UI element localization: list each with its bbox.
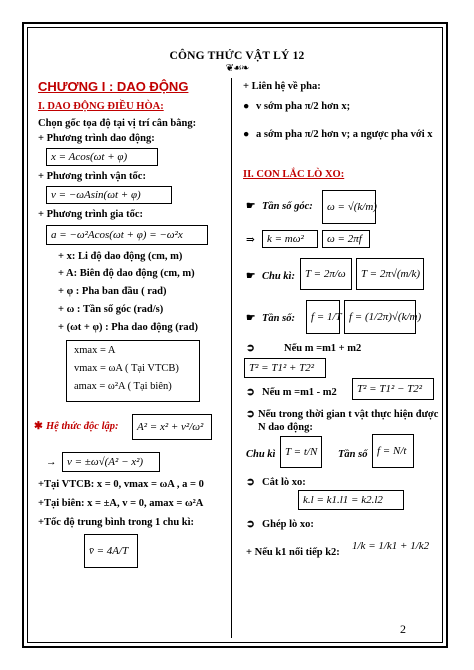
cut-spring-equation: k.l = k1.l1 = k2.l2 <box>298 490 404 510</box>
arrow-icon: → <box>46 457 57 468</box>
pointer-icon: ☛ <box>246 201 256 212</box>
page-title: CÔNG THỨC VẬT LÝ 12 <box>169 50 305 62</box>
def-phi: + φ : Pha ban đầu ( rad) <box>58 286 167 297</box>
omega-f-relation: ω = 2πf <box>322 230 370 248</box>
mass-diff-equation: T² = T1² − T2² <box>352 378 434 400</box>
avg-speed-equation: v̄ = 4A/T <box>84 534 138 568</box>
period-eq-1: T = 2π/ω <box>300 258 352 290</box>
mass-sum-equation: T² = T1² + T2² <box>244 358 326 378</box>
series-label: + Nếu k1 nối tiếp k2: <box>246 547 340 558</box>
period-t-equation: T = t/N <box>280 436 322 468</box>
accel-equation: a = −ω²Acos(ωt + φ) = −ω²x <box>46 225 208 245</box>
velocity-eq-label: + Phương trình vận tốc: <box>38 171 146 182</box>
chapter-heading: CHƯƠNG I : DAO ĐỘNG <box>38 79 189 94</box>
period-label: Chu kì: <box>262 271 295 282</box>
bullet-icon: ● <box>243 129 250 140</box>
xmax-text: xmax = A <box>74 345 116 356</box>
accel-eq-label: + Phương trình gia tốc: <box>38 209 144 220</box>
position-equation: x = Acos(ωt + φ) <box>46 148 158 166</box>
avg-speed-label: +Tốc độ trung bình trong 1 chu kì: <box>38 517 195 528</box>
join-spring-label: Ghép lò xo: <box>262 519 314 530</box>
vtcb-text: +Tại VTCB: x = 0, vmax = ωA , a = 0 <box>38 479 204 490</box>
amax-text: amax = ω²A ( Tại biên) <box>74 381 172 392</box>
period-t-label: Chu kì <box>246 449 276 460</box>
pointer-icon: ☛ <box>246 313 256 324</box>
freq-eq-1: f = 1/T <box>306 300 340 334</box>
def-phase: + (ωt + φ) : Pha dao động (rad) <box>58 322 198 333</box>
def-A: + A: Biên độ dao động (cm, m) <box>58 268 195 279</box>
indep-equation: A² = x² + v²/ω² <box>132 414 212 440</box>
n-oscillations-text: Nếu trong thời gian t vật thực hiện được N dao động: <box>258 409 439 433</box>
section-heading-2: II. CON LẮC LÒ XO: <box>243 169 345 180</box>
series-equation: 1/k = 1/k1 + 1/k2 <box>352 540 430 552</box>
def-x: + x: Li độ dao động (cm, m) <box>58 251 183 262</box>
k-relation: k = mω² <box>262 230 318 248</box>
period-eq-2: T = 2π√(m/k) <box>356 258 424 290</box>
freq-eq-2: f = (1/2π)√(k/m) <box>344 300 416 334</box>
origin-text: Chọn gốc tọa độ tại vị trí cân bằng: <box>38 118 197 129</box>
section-heading-1: I. DAO ĐỘNG ĐIỀU HÒA: <box>38 101 164 112</box>
column-divider <box>231 78 232 638</box>
position-eq-label: + Phương trình dao động: <box>38 133 155 144</box>
double-arrow-icon: ⇒ <box>246 235 255 246</box>
mass-diff-text: Nếu m =m1 - m2 <box>262 387 337 398</box>
velocity-equation: v = −ωAsin(ωt + φ) <box>46 186 172 204</box>
pointer-icon: ☛ <box>246 271 256 282</box>
circle-arrow-icon: ➲ <box>246 343 255 354</box>
page-number: 2 <box>400 622 406 636</box>
ang-freq-label: Tần số góc: <box>262 201 313 212</box>
v-ahead-text: v sớm pha π/2 hơn x; <box>256 101 351 112</box>
bien-text: +Tại biên: x = ±A, v = 0, amax = ω²A <box>38 498 204 509</box>
circle-arrow-icon: ➲ <box>246 477 255 488</box>
v-equation: v = ±ω√(A² − x²) <box>62 452 160 472</box>
vmax-text: vmax = ωA ( Tại VTCB) <box>74 363 179 374</box>
cut-spring-label: Cắt lò xo: <box>262 477 306 488</box>
circle-arrow-icon: ➲ <box>246 387 255 398</box>
title-ornament: ❦☙❧ <box>225 63 249 74</box>
mass-sum-text: Nếu m =m1 + m2 <box>284 343 362 354</box>
freq-label: Tần số: <box>262 313 295 324</box>
a-ahead-text: a sớm pha π/2 hơn v; a ngược pha với x <box>256 129 433 140</box>
freq-t-label: Tần số <box>338 449 368 460</box>
ang-freq-equation: ω = √(k/m) <box>322 190 376 224</box>
asterisk-icon: ✱ <box>34 421 43 432</box>
freq-t-equation: f = N/t <box>372 434 414 468</box>
bullet-icon: ● <box>243 101 250 112</box>
phase-relation-label: + Liên hệ về pha: <box>243 81 321 92</box>
def-omega: + ω : Tần số góc (rad/s) <box>58 304 164 315</box>
indep-label: Hệ thức độc lập: <box>46 421 119 432</box>
circle-arrow-icon: ➲ <box>246 409 255 420</box>
circle-arrow-icon: ➲ <box>246 519 255 530</box>
